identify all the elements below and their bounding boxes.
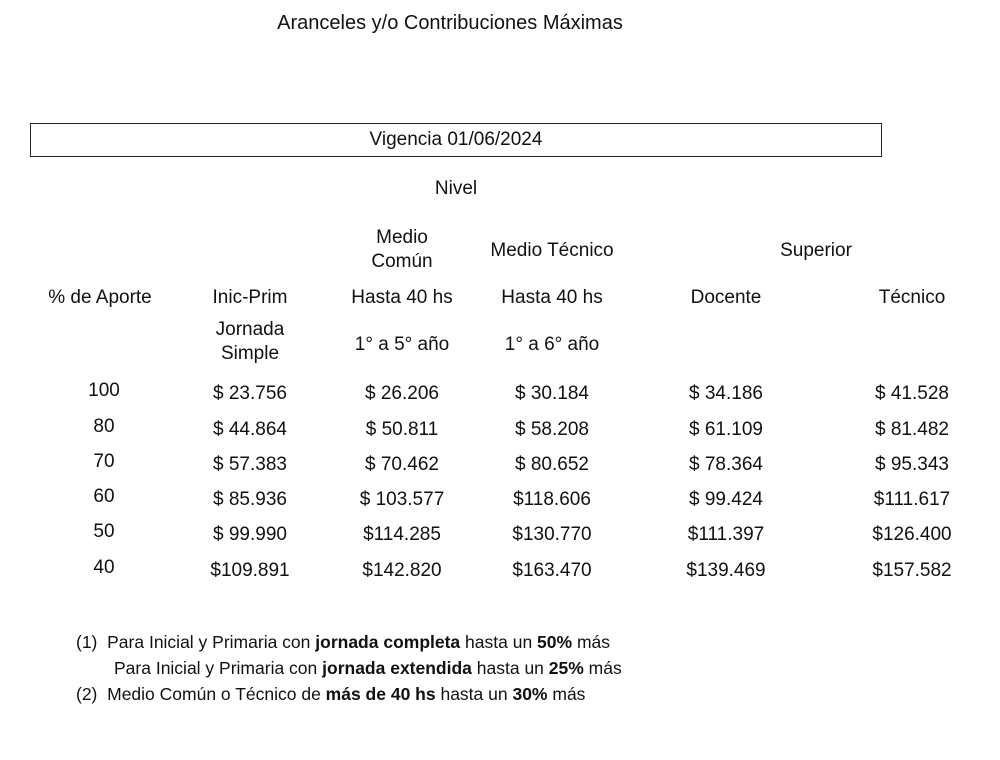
- note-bold-text: 30%: [512, 684, 548, 704]
- column-header-aporte: % de Aporte: [48, 287, 152, 308]
- aporte-cell: 50: [93, 521, 115, 542]
- docente-cell: $ 34.186: [689, 383, 763, 404]
- note-1-marker: (1): [76, 632, 98, 652]
- subheader-medio-tecnico-anios: 1° a 6° año: [504, 334, 600, 355]
- aporte-cell: 80: [93, 416, 115, 437]
- note-text: más: [547, 684, 586, 704]
- note-text: hasta un: [460, 632, 538, 652]
- note-text: hasta un: [471, 658, 549, 678]
- medio-comun-cell: $ 50.811: [365, 419, 439, 440]
- aporte-cell: 40: [93, 557, 115, 578]
- aporte-cell: 100: [88, 380, 120, 401]
- docente-cell: $ 78.364: [689, 454, 763, 475]
- inic-prim-cell: $ 85.936: [213, 489, 287, 510]
- subheader-medio-comun-anios: 1° a 5° año: [354, 334, 450, 355]
- column-header-docente: Docente: [690, 287, 762, 308]
- note-text: hasta un: [435, 684, 513, 704]
- tecnico-cell: $111.617: [873, 489, 951, 510]
- note-text: Para Inicial y Primaria con: [114, 658, 323, 678]
- inic-prim-cell: $109.891: [210, 560, 290, 581]
- aporte-cell: 70: [93, 451, 115, 472]
- medio-tecnico-cell: $ 58.208: [515, 419, 589, 440]
- note-2: [76, 684, 585, 705]
- group-header-medio-comun: Medio Común: [371, 227, 433, 272]
- note-bold-text: 50%: [537, 632, 573, 652]
- medio-tecnico-cell: $163.470: [512, 560, 592, 581]
- medio-comun-cell: $ 103.577: [359, 489, 445, 510]
- column-header-inic-prim: Inic-Prim: [212, 287, 288, 308]
- page-title: Aranceles y/o Contribuciones Máximas: [277, 12, 623, 34]
- docente-cell: $139.469: [686, 560, 766, 581]
- note-text: más: [583, 658, 622, 678]
- note-text: Medio Común o Técnico de: [107, 684, 326, 704]
- note-bold-text: 25%: [548, 658, 584, 678]
- inic-prim-cell: $ 99.990: [213, 524, 287, 545]
- medio-comun-cell: $ 26.206: [365, 383, 439, 404]
- tecnico-cell: $ 81.482: [875, 419, 949, 440]
- inic-prim-cell: $ 57.383: [213, 454, 287, 475]
- tecnico-cell: $ 95.343: [875, 454, 949, 475]
- note-1-line-1: [76, 632, 610, 653]
- inic-prim-cell: $ 44.864: [213, 419, 287, 440]
- note-2-marker: (2): [76, 684, 98, 704]
- medio-tecnico-cell: $ 80.652: [515, 454, 589, 475]
- group-header-superior: Superior: [780, 240, 852, 261]
- medio-comun-cell: $142.820: [362, 560, 442, 581]
- nivel-header: Nivel: [434, 178, 478, 199]
- tecnico-cell: $ 41.528: [875, 383, 949, 404]
- note-text: más: [572, 632, 611, 652]
- docente-cell: $111.397: [687, 524, 765, 545]
- medio-tecnico-cell: $130.770: [512, 524, 592, 545]
- inic-prim-cell: $ 23.756: [213, 383, 287, 404]
- group-header-medio-tecnico: Medio Técnico: [490, 240, 614, 261]
- note-bold-text: jornada completa: [315, 632, 461, 652]
- docente-cell: $ 99.424: [689, 489, 763, 510]
- tecnico-cell: $126.400: [872, 524, 952, 545]
- docente-cell: $ 61.109: [689, 419, 763, 440]
- vigencia-box: Vigencia 01/06/2024: [30, 123, 882, 157]
- column-header-medio-tecnico: Hasta 40 hs: [501, 287, 603, 308]
- medio-tecnico-cell: $ 30.184: [515, 383, 589, 404]
- subheader-jornada-simple: Jornada Simple: [215, 319, 285, 364]
- note-text: Para Inicial y Primaria con: [107, 632, 316, 652]
- note-bold-text: jornada extendida: [322, 658, 472, 678]
- tecnico-cell: $157.582: [872, 560, 952, 581]
- medio-comun-cell: $ 70.462: [365, 454, 439, 475]
- column-header-medio-comun: Hasta 40 hs: [351, 287, 453, 308]
- medio-tecnico-cell: $118.606: [513, 489, 591, 510]
- note-1-line-2: [114, 658, 622, 679]
- note-bold-text: más de 40 hs: [325, 684, 436, 704]
- column-header-tecnico: Técnico: [878, 287, 946, 308]
- medio-comun-cell: $114.285: [363, 524, 441, 545]
- aporte-cell: 60: [93, 486, 115, 507]
